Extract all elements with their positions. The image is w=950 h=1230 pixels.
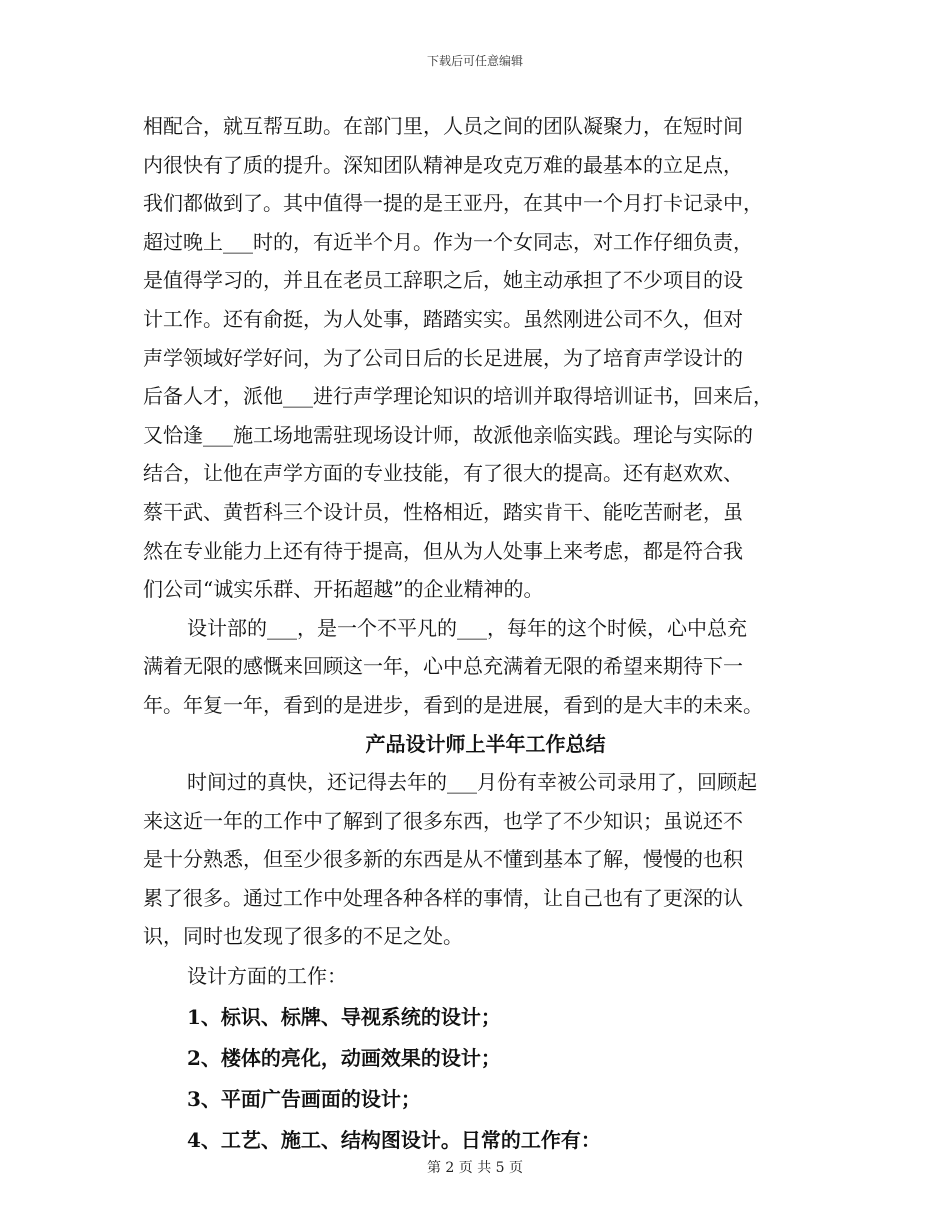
paragraph-intro [143,763,808,956]
design-work-label: 设计方面的工作： [187,964,347,989]
text-line: 们公司“诚实乐群、开拓超越”的企业精神的。 [143,577,544,602]
page-number: 第 2 页 共 5 页 [426,1160,524,1176]
text-line: 然在专业能力上还有待于提高，但从为人处事上来考虑，都是符合我 [143,538,743,563]
page-header: 下载后可任意编辑 [426,54,523,68]
text-line: 后备人才，派他___进行声学理论知识的培训并取得培训证书，回来后， [143,384,773,409]
text-line: 年。年复一年，看到的是进步，看到的是进展，看到的是大丰的未来。 [143,692,763,717]
text-line: 设计部的___，是一个不平凡的___，每年的这个时候，心中总充 [187,615,747,640]
text-line: 又恰逢___施工场地需驻现场设计师，故派他亲临实践。理论与实际的 [143,422,753,447]
paragraph-team-cohesion [143,107,808,609]
text-line: 累了很多。通过工作中处理各种各样的事情，让自己也有了更深的认 [143,885,743,910]
text-line: 识，同时也发现了很多的不足之处。 [143,924,463,949]
text-line: 声学领域好学好问，为了公司日后的长足进展，为了培育声学设计的 [143,345,743,370]
text-line: 时间过的真快，还记得去年的___月份有幸被公司录用了，回顾起 [187,770,757,795]
section-title: 产品设计师上半年工作总结 [365,731,606,756]
list-item: 1、标识、标牌、导视系统的设计； [187,1005,501,1030]
text-line: 超过晚上___时的，有近半个月。作为一个女同志，对工作仔细负责， [143,229,753,254]
list-item: 4、工艺、施工、结构图设计。日常的工作有： [187,1128,601,1153]
list-item: 3、平面广告画面的设计； [187,1087,421,1112]
text-line: 是值得学习的，并且在老员工辞职之后，她主动承担了不少项目的设 [143,268,743,293]
paragraph-year-review [143,609,808,725]
design-work-list [143,997,808,1161]
text-line: 结合，让他在声学方面的专业技能，有了很大的提高。还有赵欢欢、 [143,461,743,486]
text-line: 是十分熟悉，但至少很多新的东西是从不懂到基本了解，慢慢的也积 [143,847,743,872]
text-line: 计工作。还有俞挺，为人处事，踏踏实实。虽然刚进公司不久，但对 [143,306,743,331]
text-line: 来这近一年的工作中了解到了很多东西，也学了不少知识；虽说还不 [143,808,743,833]
text-line: 蔡干武、黄哲科三个设计员，性格相近，踏实肯干、能吃苦耐老，虽 [143,499,743,524]
list-item: 2、楼体的亮化，动画效果的设计； [187,1046,501,1071]
text-line: 相配合，就互帮互助。在部门里，人员之间的团队凝聚力，在短时间 [143,114,743,138]
text-line: 我们都做到了。其中值得一提的是王亚丹，在其中一个月打卡记录中， [143,191,763,216]
document-body [143,107,808,1161]
text-line: 满着无限的感慨来回顾这一年，心中总充满着无限的希望来期待下一 [143,654,743,679]
text-line: 内很快有了质的提升。深知团队精神是攻克万难的最基本的立足点， [143,152,743,177]
